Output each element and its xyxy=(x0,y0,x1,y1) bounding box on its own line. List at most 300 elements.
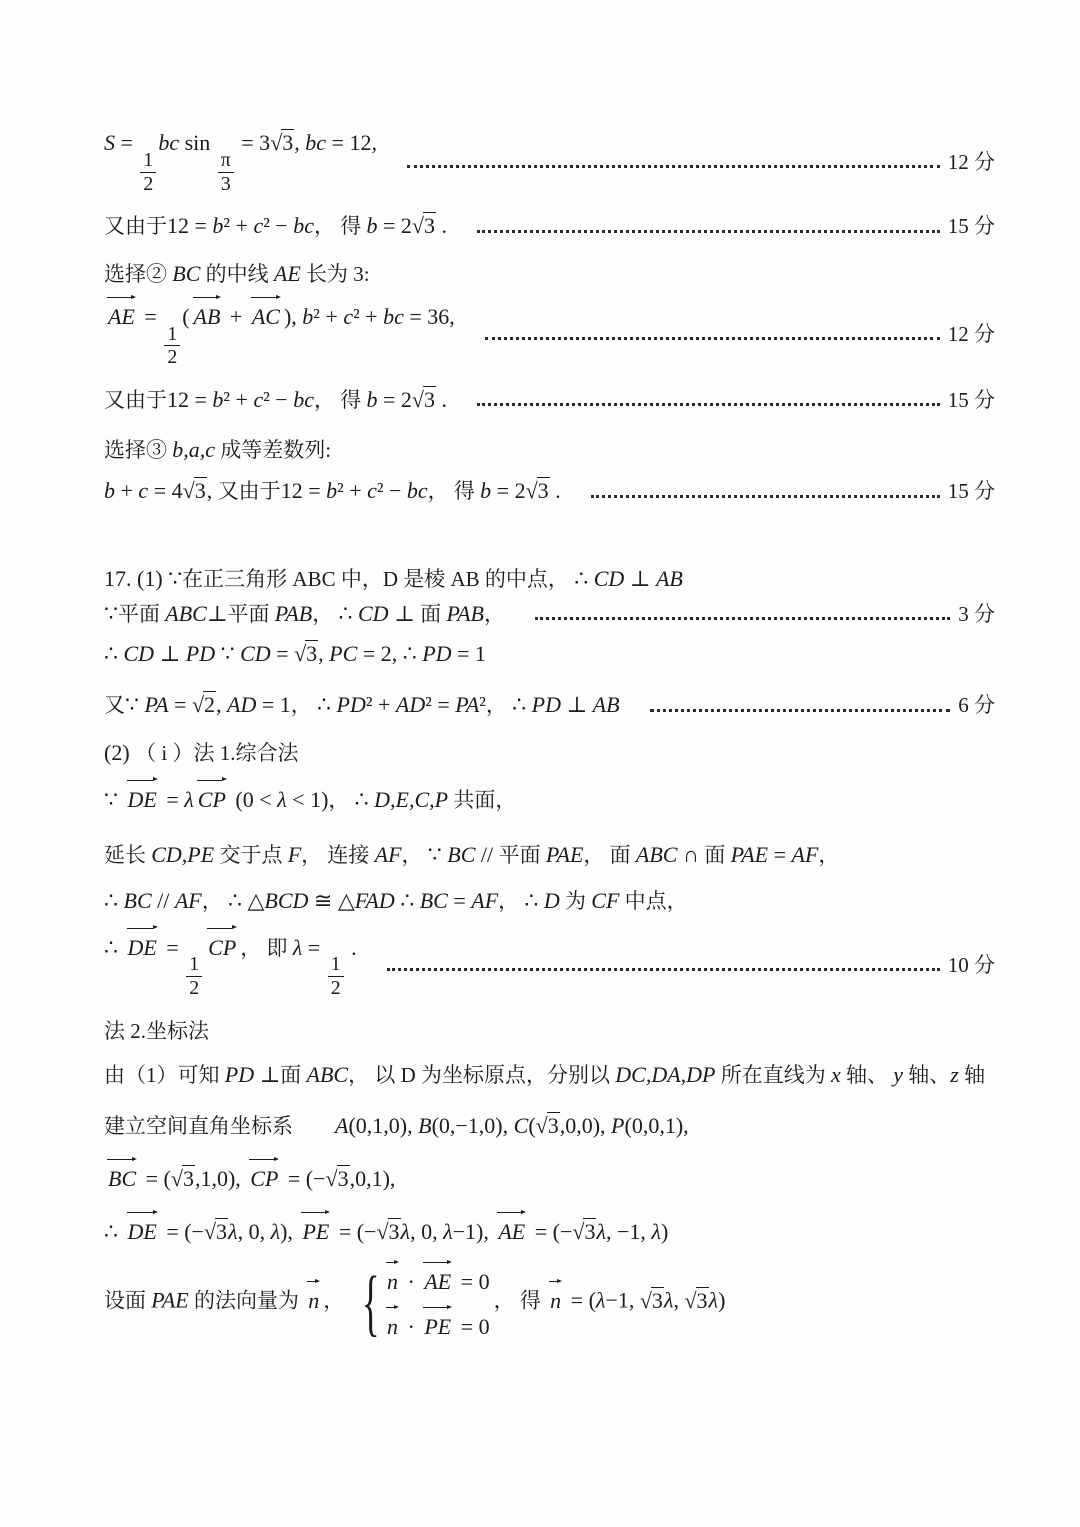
upright-math-text: = 4 xyxy=(148,478,183,504)
italic-math-text: AE xyxy=(273,261,301,287)
fraction-numerator: 1 xyxy=(167,322,178,345)
italic-math-text: PAB xyxy=(274,600,313,626)
upright-math-text: ² xyxy=(479,692,486,718)
cjk-text: 选择② xyxy=(104,262,173,287)
italic-math-text: bc xyxy=(305,130,327,155)
dot-leader xyxy=(535,617,950,620)
cjk-text: ， xyxy=(485,693,513,718)
fraction xyxy=(218,149,234,196)
vector-arrow-icon xyxy=(423,1307,447,1308)
upright-math-text: 12 = xyxy=(280,478,327,504)
cjk-text: 成等差数列: xyxy=(215,437,332,462)
radicand: 3 xyxy=(651,1288,663,1314)
upright-math-text: = xyxy=(138,303,163,329)
upright-math-text: = ( xyxy=(140,1166,171,1192)
upright-math-text: = 1 xyxy=(256,692,291,718)
radicand: 3 xyxy=(547,1113,559,1139)
system-rows xyxy=(383,1264,490,1341)
vector: n xyxy=(386,1309,399,1342)
upright-math-text: ² + xyxy=(365,692,396,718)
cjk-text: 共面， xyxy=(448,787,517,812)
cjk-text: 由（1）可知 xyxy=(104,1062,225,1087)
upright-math-text: , xyxy=(673,1288,685,1314)
cd-pd-lengths xyxy=(104,639,995,669)
vector-arrow-icon xyxy=(197,780,222,781)
upright-math-text: . xyxy=(435,387,447,413)
radical-sign: √ xyxy=(182,478,195,504)
vector: CP xyxy=(197,782,227,815)
score-label: 15 分 xyxy=(947,479,995,504)
arithmetic-sequence-result xyxy=(104,476,995,506)
radical-sign: √ xyxy=(525,478,538,504)
upright-math-text: = xyxy=(115,130,139,155)
italic-math-text: λ xyxy=(270,1218,281,1244)
upright-math-text: = xyxy=(447,887,472,913)
radical xyxy=(192,692,216,717)
italic-math-text: λ xyxy=(596,1218,606,1244)
upright-math-text: , xyxy=(206,478,218,504)
italic-math-text: c xyxy=(343,303,354,329)
vector-arrow-icon xyxy=(127,1212,153,1213)
upright-math-text: ² = xyxy=(425,692,456,718)
vector-arrow-icon xyxy=(386,1307,394,1308)
line-content xyxy=(104,1060,985,1090)
upright-math-text: = 2 xyxy=(491,478,526,504)
radical xyxy=(171,1166,195,1191)
upright-math-text: = 1 xyxy=(451,640,486,666)
italic-math-text: AF xyxy=(471,887,499,913)
italic-math-text: FAD xyxy=(354,887,395,913)
system-row xyxy=(383,1309,490,1342)
italic-math-text: P xyxy=(611,1113,625,1139)
upright-math-text: ∴ xyxy=(512,692,532,718)
upright-math-text: 12 = xyxy=(167,387,213,413)
italic-math-text: BC xyxy=(419,887,448,913)
upright-math-text: ⊥ xyxy=(206,600,228,626)
italic-math-text: BCD xyxy=(264,887,309,913)
vector-arrow-icon xyxy=(549,1281,557,1282)
choice-2-heading xyxy=(104,259,995,289)
dot-leader xyxy=(477,230,940,233)
italic-math-text: c xyxy=(253,213,264,239)
upright-math-text: < 1) xyxy=(286,786,329,812)
cjk-text: ， xyxy=(328,787,355,812)
cjk-text: 建立空间直角坐标系 xyxy=(104,1114,335,1139)
vector-arrow-icon xyxy=(423,1262,447,1263)
upright-math-text: = (− xyxy=(529,1218,573,1244)
upright-math-text: ² − xyxy=(263,213,294,239)
upright-math-text: = 0 xyxy=(455,1314,490,1340)
plane-perpendicular-step xyxy=(104,599,995,629)
fraction-denominator: 2 xyxy=(164,345,180,369)
radical xyxy=(412,387,436,412)
cjk-text: ， 得 xyxy=(313,214,367,239)
radical-sign: √ xyxy=(572,1218,585,1244)
fraction xyxy=(328,953,344,1000)
italic-math-text: z xyxy=(950,1061,959,1087)
cjk-text: ， 得 xyxy=(493,1289,547,1314)
italic-math-text: bc xyxy=(293,387,314,413)
italic-math-text: y xyxy=(893,1061,904,1087)
upright-math-text: ² + xyxy=(353,303,384,329)
upright-math-text: −1, xyxy=(605,1288,640,1314)
cjk-text: 选择③ xyxy=(104,437,173,462)
line-content xyxy=(104,1214,668,1247)
fraction-denominator: 2 xyxy=(140,172,156,196)
italic-math-text: b xyxy=(212,213,224,239)
line-content xyxy=(104,385,447,415)
upright-math-text: ∴ xyxy=(317,692,337,718)
upright-math-text: ,1,0), xyxy=(194,1166,247,1192)
italic-math-text: λ xyxy=(708,1288,719,1314)
italic-math-text: b xyxy=(326,478,338,504)
italic-math-text: λ xyxy=(400,1218,411,1244)
italic-math-text: PD xyxy=(224,1061,255,1087)
upright-math-text: ⊥ xyxy=(154,640,186,666)
vector: BC xyxy=(107,1161,137,1194)
cjk-text: 法 2.坐标法 xyxy=(104,1019,209,1044)
radicand: 3 xyxy=(182,1166,194,1192)
italic-math-text: b xyxy=(366,213,378,239)
italic-math-text: bc xyxy=(293,213,314,239)
cjk-text: 在正三角形 ABC 中，D 是棱 AB 的中点， xyxy=(182,567,575,592)
coordinate-setup xyxy=(104,1060,995,1090)
upright-math-text: = 2 xyxy=(377,213,412,239)
fraction-denominator: 2 xyxy=(328,976,344,1000)
line-content xyxy=(104,639,486,669)
cjk-text: ， 得 xyxy=(427,479,481,504)
fraction-denominator: 2 xyxy=(186,976,202,1000)
italic-math-text: x xyxy=(830,1061,841,1087)
upright-math-text: ² + xyxy=(223,213,254,239)
upright-math-text: = (− xyxy=(282,1166,326,1192)
italic-math-text: ABC xyxy=(165,600,207,626)
upright-math-text: ) xyxy=(718,1288,726,1314)
italic-math-text: CF xyxy=(591,887,620,913)
line-content xyxy=(104,599,505,629)
italic-math-text: PAE xyxy=(151,1288,189,1314)
upright-math-text: = (− xyxy=(333,1218,377,1244)
italic-math-text: AF xyxy=(174,887,202,913)
cosine-rule-result-1 xyxy=(104,211,995,241)
line-content xyxy=(104,738,299,768)
upright-math-text: . xyxy=(345,934,357,960)
upright-math-text: ⊥ xyxy=(560,692,593,718)
italic-math-text: b xyxy=(366,387,378,413)
italic-math-text: bc xyxy=(383,303,404,329)
line-content xyxy=(104,886,688,916)
upright-math-text: ² + xyxy=(223,387,254,413)
radical xyxy=(270,130,294,155)
vector: CP xyxy=(207,930,237,963)
italic-math-text: CD xyxy=(593,566,625,592)
radical-sign: √ xyxy=(639,1288,652,1314)
upright-math-text: ( xyxy=(182,303,190,329)
de-pe-ae-vectors xyxy=(104,1214,995,1247)
upright-math-text: , xyxy=(294,130,306,155)
score-label: 10 分 xyxy=(947,952,995,977)
cjk-text: ， 连接 xyxy=(301,843,375,868)
score-label: 12 分 xyxy=(947,149,995,174)
cjk-text: （ i ）法 1.综合法 xyxy=(135,740,299,765)
radical-sign: √ xyxy=(270,130,283,155)
upright-math-text: ∴ xyxy=(104,640,124,666)
upright-math-text: , 0, xyxy=(410,1218,444,1244)
italic-math-text: CD xyxy=(123,640,155,666)
italic-math-text: BC xyxy=(123,887,152,913)
fraction-numerator: 1 xyxy=(143,148,154,171)
line-content xyxy=(104,782,516,815)
upright-math-text: · xyxy=(402,1269,421,1295)
radicand: 3 xyxy=(696,1288,708,1314)
radical-sign: √ xyxy=(411,213,424,239)
vector: DE xyxy=(127,1214,158,1247)
q17-part1-start xyxy=(104,564,995,594)
congruent-triangles xyxy=(104,886,995,916)
radical xyxy=(294,641,318,666)
dot-leader xyxy=(591,495,940,498)
italic-math-text: AB xyxy=(655,566,683,592)
score-label: 15 分 xyxy=(947,387,995,412)
radicand: 3 xyxy=(194,478,206,504)
cjk-text: ， 面 xyxy=(583,843,636,868)
vector-arrow-icon xyxy=(107,1159,132,1160)
italic-math-text: BC xyxy=(172,261,201,287)
upright-math-text: = 0 xyxy=(455,1269,490,1295)
cjk-text: 设面 xyxy=(104,1289,152,1314)
italic-math-text: PD xyxy=(336,692,366,718)
upright-math-text: = xyxy=(302,934,326,960)
cjk-text: 中点， xyxy=(619,888,688,913)
italic-math-text: A xyxy=(335,1113,349,1139)
pythagoras-step xyxy=(104,690,995,720)
upright-math-text: ∴ xyxy=(524,887,544,913)
italic-math-text: λ xyxy=(663,1288,674,1314)
upright-math-text: (0,0,1), xyxy=(624,1113,689,1139)
vector-arrow-icon xyxy=(127,780,153,781)
upright-math-text: ∴ xyxy=(104,934,124,960)
radical xyxy=(412,213,436,238)
radical-sign: √ xyxy=(535,1113,548,1139)
score-label: 6 分 xyxy=(958,692,995,717)
cjk-text: 平面 xyxy=(498,843,546,868)
radicand: 3 xyxy=(337,1166,349,1192)
document-lines xyxy=(104,128,995,1342)
vector-arrow-icon xyxy=(193,297,217,298)
upright-math-text: = xyxy=(168,692,192,718)
cjk-text: 面 xyxy=(280,1062,307,1087)
italic-math-text: DC,DA,DP xyxy=(615,1061,716,1087)
vector-arrow-icon xyxy=(301,1212,325,1213)
upright-math-text: ⊥ xyxy=(624,566,656,592)
italic-math-text: F xyxy=(287,842,302,868)
italic-math-text: PA xyxy=(455,692,480,718)
cjk-text: 轴、 xyxy=(840,1062,894,1087)
radical-sign: √ xyxy=(203,1218,217,1244)
cjk-text: 的法向量为 xyxy=(188,1289,305,1314)
vector: AC xyxy=(251,299,281,332)
upright-math-text: ² − xyxy=(263,387,294,413)
fraction xyxy=(186,953,202,1000)
de-lambda-cp xyxy=(104,782,995,815)
italic-math-text: bc xyxy=(158,130,180,155)
radical xyxy=(572,1219,596,1244)
upright-math-text: sin xyxy=(179,130,216,155)
italic-math-text: c xyxy=(138,478,149,504)
italic-math-text: D xyxy=(543,887,560,913)
vector: PE xyxy=(423,1309,452,1342)
upright-math-text: ) xyxy=(660,1218,669,1244)
cjk-text: 又由于 xyxy=(104,214,167,239)
upright-math-text: , xyxy=(216,692,228,718)
vector: PE xyxy=(301,1214,330,1247)
line-content xyxy=(104,259,370,289)
bc-cp-vectors xyxy=(104,1161,995,1194)
radical xyxy=(204,1219,228,1244)
cjk-text: 面 xyxy=(420,601,447,626)
upright-math-text: ∴ xyxy=(574,566,594,592)
vector-arrow-icon xyxy=(497,1212,521,1213)
median-vector-formula xyxy=(104,299,995,369)
radical-sign: √ xyxy=(294,640,307,666)
extend-cd-pe xyxy=(104,840,995,870)
italic-math-text: CD,PE xyxy=(151,842,215,868)
radicand: 3 xyxy=(584,1218,596,1244)
italic-math-text: ABC xyxy=(635,842,678,868)
upright-math-text: , 0, xyxy=(237,1218,271,1244)
upright-math-text: (0,−1,0), xyxy=(431,1113,514,1139)
radical-sign: √ xyxy=(684,1288,697,1314)
cjk-text: 长为 3: xyxy=(300,262,370,287)
italic-math-text: λ xyxy=(651,1218,661,1244)
italic-math-text: CD xyxy=(240,640,271,666)
italic-math-text: AF xyxy=(374,842,402,868)
radical xyxy=(376,1219,400,1244)
upright-math-text: ² + xyxy=(337,478,368,504)
cjk-text: 延长 xyxy=(104,843,152,868)
radical xyxy=(526,478,550,503)
italic-math-text: b xyxy=(212,387,224,413)
cjk-text: 面 xyxy=(704,843,731,868)
dot-leader xyxy=(387,968,940,971)
upright-math-text: (2) xyxy=(104,739,136,765)
line-content xyxy=(104,128,377,195)
radical xyxy=(640,1288,664,1313)
cjk-text: 又由于 xyxy=(217,479,281,504)
vector: n xyxy=(386,1264,399,1297)
lambda-half-result xyxy=(104,930,995,1000)
cjk-text: 所在直线为 xyxy=(715,1062,831,1087)
vector: AE xyxy=(423,1264,452,1297)
vector: n xyxy=(549,1283,562,1316)
upright-math-text: = 36, xyxy=(403,303,455,329)
radical xyxy=(684,1288,708,1313)
radicand: 3 xyxy=(537,478,549,504)
vector-arrow-icon xyxy=(207,928,232,929)
choice-3-heading xyxy=(104,435,995,465)
radical-sign: √ xyxy=(376,1218,389,1244)
cjk-text: ， xyxy=(323,1289,350,1314)
upright-math-text: = 2, ∴ xyxy=(357,640,423,666)
italic-math-text: S xyxy=(104,130,115,155)
upright-math-text: · xyxy=(402,1314,421,1340)
upright-math-text: ∴ xyxy=(354,786,375,812)
upright-math-text: ), xyxy=(280,1218,299,1244)
line-content xyxy=(104,930,357,1000)
upright-math-text: = xyxy=(160,934,185,960)
vector: n xyxy=(307,1283,320,1316)
vector-arrow-icon xyxy=(127,928,153,929)
cjk-text: ， 以 D 为坐标原点，分别以 xyxy=(348,1062,616,1087)
italic-math-text: bc xyxy=(406,478,428,504)
cjk-text: 平面 xyxy=(227,601,275,626)
upright-math-text: , −1, xyxy=(605,1218,652,1244)
italic-math-text: λ xyxy=(292,934,303,960)
italic-math-text: c xyxy=(367,478,377,504)
vector-arrow-icon xyxy=(107,297,131,298)
dot-leader xyxy=(407,165,940,168)
italic-math-text: λ xyxy=(228,1218,238,1244)
dot-leader xyxy=(477,403,940,406)
score-label: 15 分 xyxy=(947,214,995,239)
line-content xyxy=(104,1016,209,1046)
fraction xyxy=(164,323,180,370)
system-row xyxy=(383,1264,490,1297)
italic-math-text: PD xyxy=(185,640,216,666)
fraction-numerator: 1 xyxy=(330,953,341,976)
line-content xyxy=(104,1111,689,1141)
cjk-text: ， 得 xyxy=(313,388,367,413)
radicand: 2 xyxy=(204,692,216,718)
upright-math-text: ∴ xyxy=(394,887,420,913)
radical xyxy=(183,478,207,503)
cjk-text: 的中线 xyxy=(200,262,274,287)
radical-sign: √ xyxy=(170,1166,183,1192)
cjk-text: 又 xyxy=(104,693,125,718)
italic-math-text: B xyxy=(418,1113,432,1139)
vector-arrow-icon xyxy=(249,1159,274,1160)
italic-math-text: λ xyxy=(277,786,287,812)
cjk-text: 轴、 xyxy=(903,1062,951,1087)
dot-leader xyxy=(650,709,951,712)
upright-math-text: ∵ xyxy=(104,786,124,812)
line-content xyxy=(104,1161,395,1194)
line-content xyxy=(104,299,455,369)
italic-math-text: λ xyxy=(443,1218,453,1244)
upright-math-text: −1), xyxy=(452,1218,495,1244)
line-content xyxy=(104,564,683,594)
upright-math-text: = ( xyxy=(565,1288,596,1314)
vector: DE xyxy=(127,930,158,963)
vector: AE xyxy=(107,299,136,332)
part2-method1-heading xyxy=(104,738,995,768)
upright-math-text: (0 < xyxy=(229,786,278,812)
italic-math-text: PA xyxy=(144,692,169,718)
line-content xyxy=(104,840,839,870)
upright-math-text: ⊥ xyxy=(388,600,421,626)
upright-math-text: ,0,1), xyxy=(349,1166,396,1192)
upright-math-text: ∩ xyxy=(677,842,705,868)
vector-arrow-icon xyxy=(386,1262,394,1263)
italic-math-text: D,E,C,P xyxy=(374,786,449,812)
vector: AE xyxy=(497,1214,526,1247)
s-area-formula xyxy=(104,128,995,195)
radicand: 3 xyxy=(306,640,318,666)
upright-math-text: = (− xyxy=(160,1218,204,1244)
upright-math-text: + xyxy=(224,303,248,329)
italic-math-text: AB xyxy=(592,692,620,718)
upright-math-text: = xyxy=(768,842,792,868)
